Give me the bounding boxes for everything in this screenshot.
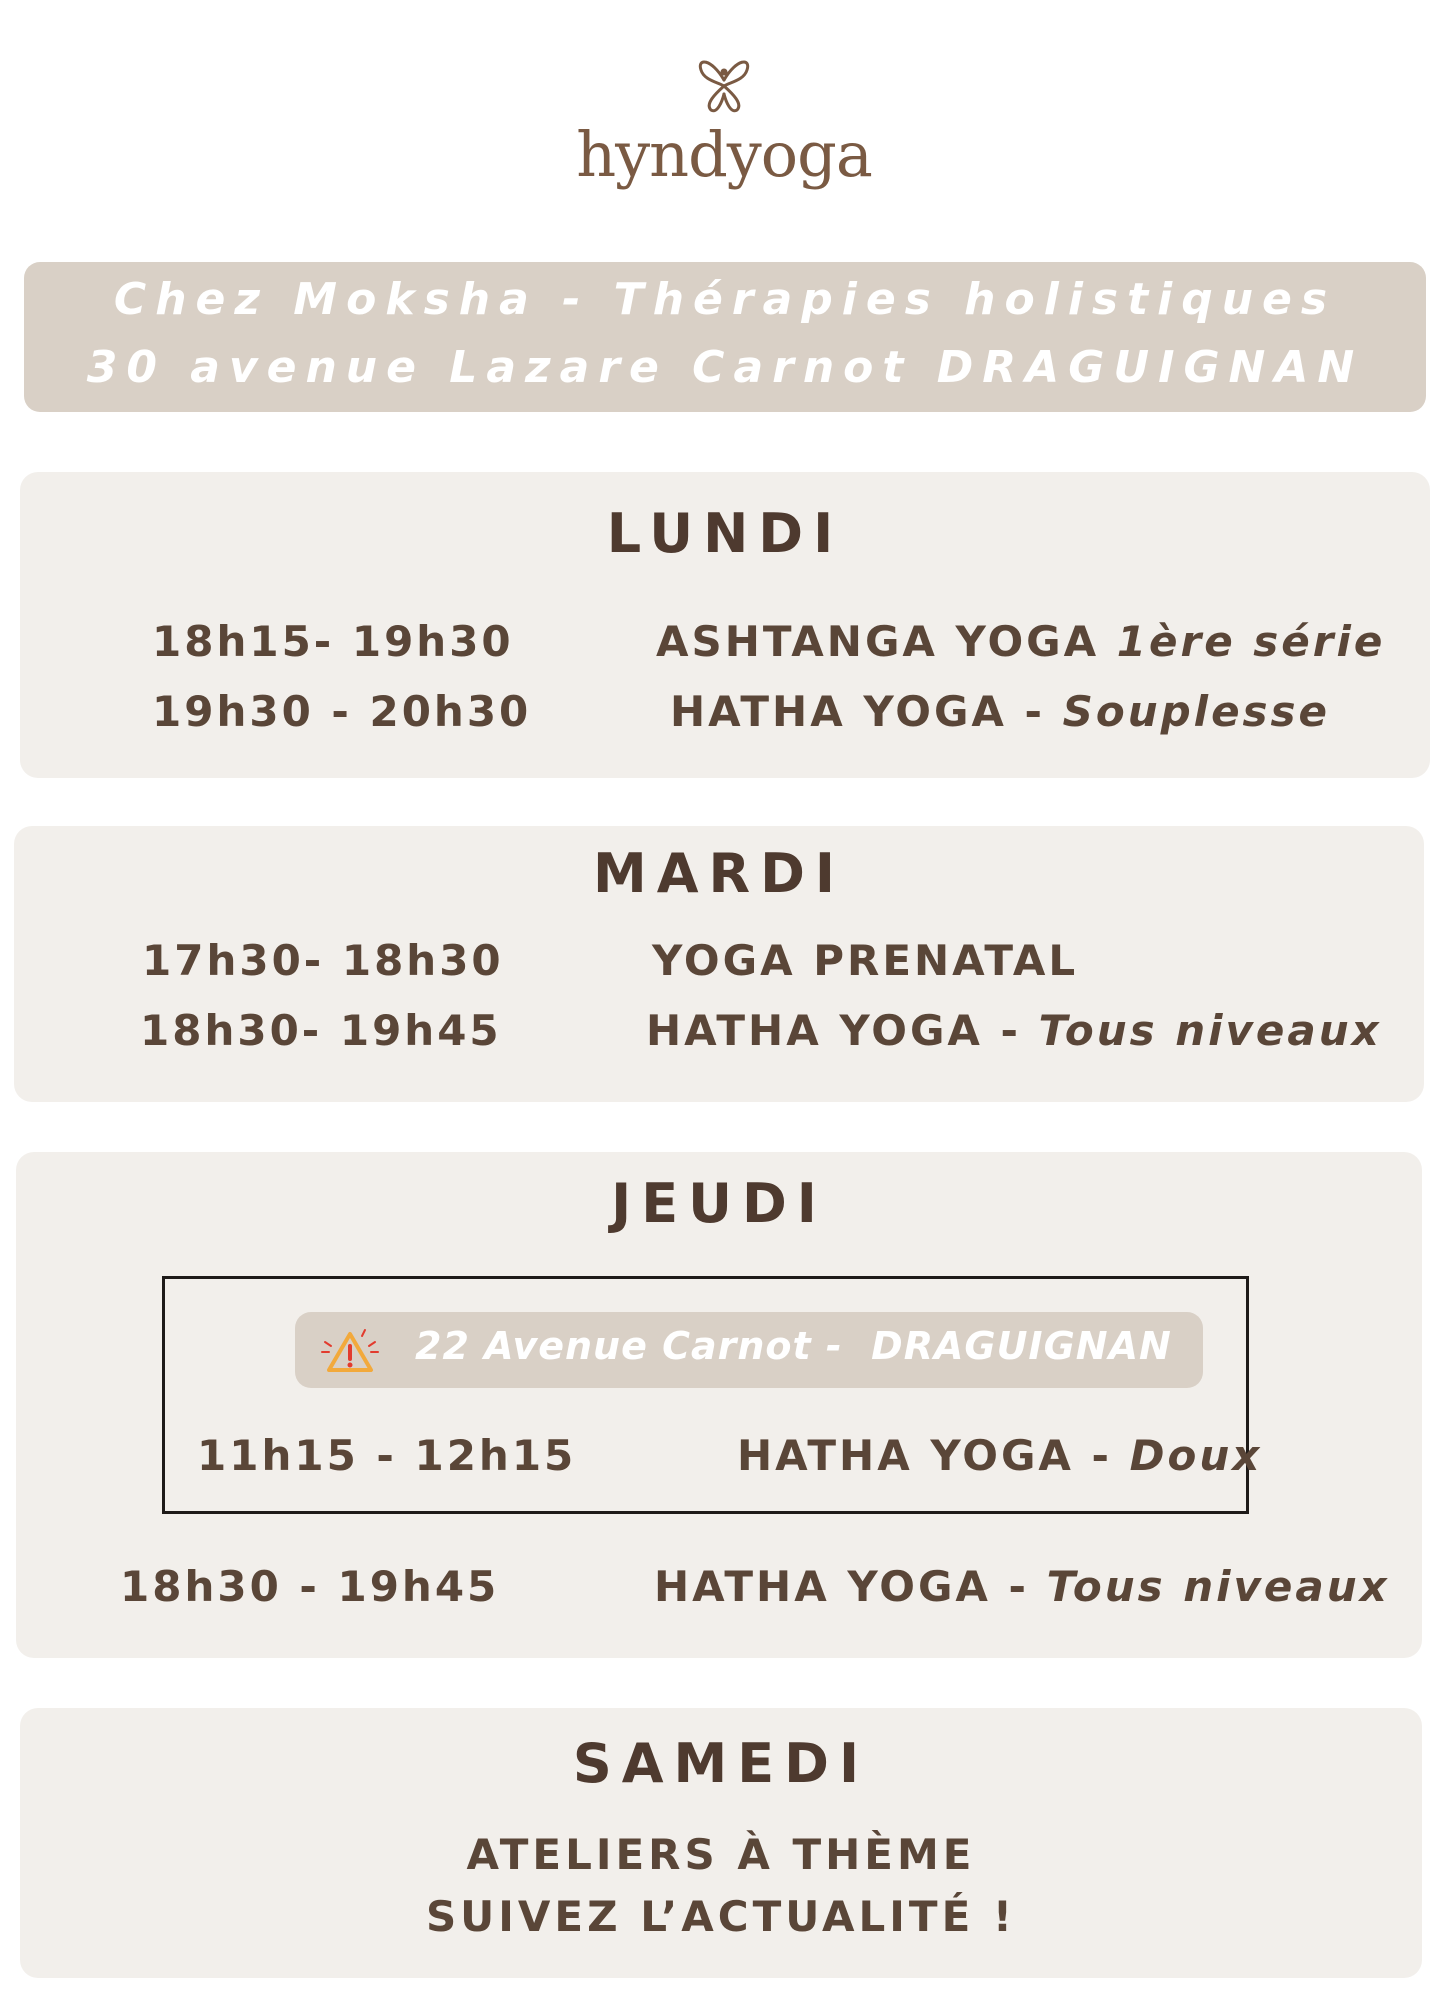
day-card-samedi [20,1708,1422,1978]
location-banner [24,262,1426,412]
brand-name: hyndyoga [576,118,872,191]
day-title: LUNDI [606,502,844,565]
day-title: JEUDI [611,1172,827,1235]
samedi-line-2: SUIVEZ L’ACTUALITÉ ! [425,1892,1017,1941]
samedi-line-1: ATELIERS À THÈME [466,1830,976,1879]
warning-icon [319,1320,381,1380]
class-time: 11h15 - 12h15 [197,1431,577,1480]
notice-address-pill [295,1312,1203,1388]
day-title: MARDI [592,842,846,905]
class-name: HATHA YOGA - Tous niveaux [646,1006,1382,1055]
location-line-1: Chez Moksha - Thérapies holistiques [113,274,1337,325]
brand-logo [0,50,1448,191]
location-line-2: 30 avenue Lazare Carnot DRAGUIGNAN [86,342,1364,393]
class-time: 19h30 - 20h30 [152,687,532,736]
class-time: 17h30- 18h30 [142,936,504,985]
day-card-lundi [20,472,1430,778]
notice-address: 22 Avenue Carnot - DRAGUIGNAN [415,1324,1172,1368]
class-time: 18h30- 19h45 [140,1006,502,1055]
class-name: HATHA YOGA - Doux [737,1431,1263,1480]
class-name: HATHA YOGA - Souplesse [670,687,1331,736]
class-name: ASHTANGA YOGA 1ère série [656,617,1386,666]
day-title: SAMEDI [572,1732,870,1795]
location-change-notice [162,1276,1263,1514]
class-name: HATHA YOGA - Tous niveaux [654,1562,1390,1611]
class-time: 18h15- 19h30 [152,617,514,666]
butterfly-logo-icon [689,50,759,120]
class-time: 18h30 - 19h45 [120,1562,500,1611]
day-card-mardi [14,826,1424,1102]
class-name: YOGA PRENATAL [652,936,1079,985]
